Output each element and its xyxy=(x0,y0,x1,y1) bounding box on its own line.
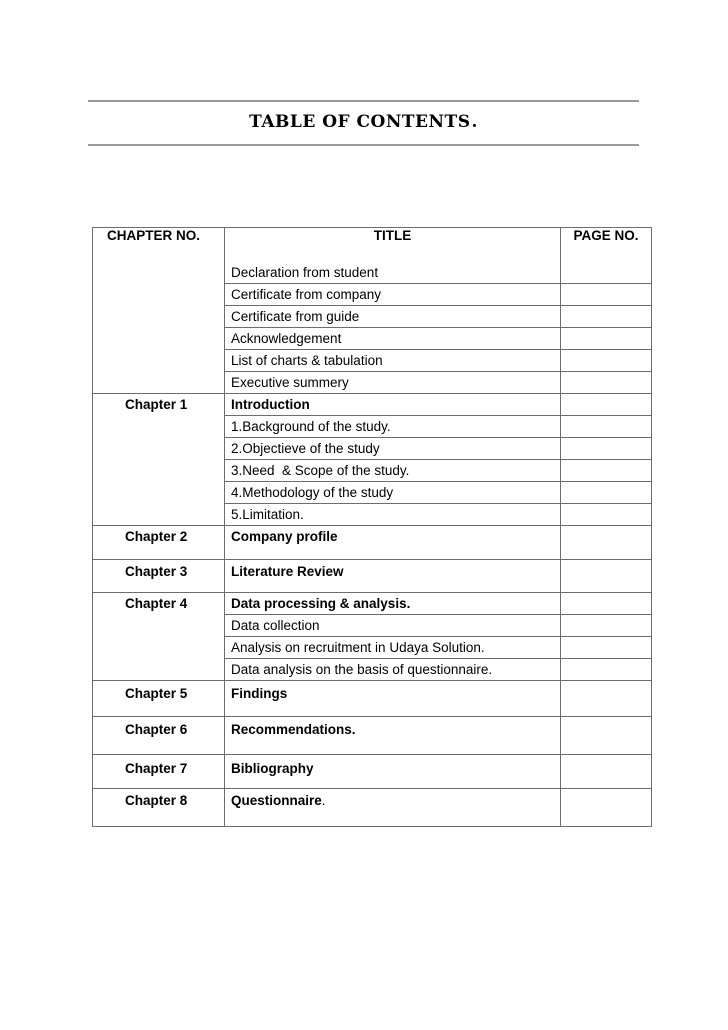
front-matter-item: Certificate from guide xyxy=(225,306,561,328)
chapter-title: Recommendations. xyxy=(225,717,561,755)
table-row xyxy=(93,681,652,717)
chapter-title: Literature Review xyxy=(225,560,561,593)
section-item: 3.Need & Scope of the study. xyxy=(225,460,561,482)
chapter-label: Chapter 8 xyxy=(93,789,225,827)
page-cell xyxy=(561,328,652,350)
page-cell xyxy=(561,460,652,482)
section-item: Data collection xyxy=(225,615,561,637)
page-cell xyxy=(561,504,652,526)
chapter-label: Chapter 5 xyxy=(93,681,225,717)
table-row xyxy=(93,526,652,560)
page-cell xyxy=(561,789,652,827)
section-item: 5.Limitation. xyxy=(225,504,561,526)
chapter-label: Chapter 7 xyxy=(93,755,225,789)
chapter-title: Data processing & analysis. xyxy=(225,593,561,615)
page-cell xyxy=(561,615,652,637)
header-title: TITLE xyxy=(373,228,412,243)
chapter-title: Company profile xyxy=(225,526,561,560)
table-row xyxy=(93,593,652,615)
page-cell xyxy=(561,284,652,306)
page-cell xyxy=(561,438,652,460)
toc-table xyxy=(92,227,652,827)
page-cell xyxy=(561,681,652,717)
page-title xyxy=(88,112,639,132)
page-cell xyxy=(561,372,652,394)
chapter-title-text: Questionnaire xyxy=(231,793,322,808)
header-page: PAGE NO. xyxy=(561,228,652,263)
table-row xyxy=(93,755,652,789)
front-matter-item: Acknowledgement xyxy=(225,328,561,350)
page-title-period: . xyxy=(471,112,478,132)
section-item: 1.Background of the study. xyxy=(225,416,561,438)
table-row xyxy=(93,560,652,593)
page-cell xyxy=(561,526,652,560)
chapter-title-period: . xyxy=(321,793,326,808)
chapter-cell-empty xyxy=(93,262,225,394)
page-cell xyxy=(561,637,652,659)
chapter-label: Chapter 2 xyxy=(93,526,225,560)
section-item: 2.Objectieve of the study xyxy=(225,438,561,460)
header-chapter: CHAPTER NO. xyxy=(93,228,225,263)
front-matter-item: Certificate from company xyxy=(225,284,561,306)
top-rule xyxy=(88,100,639,102)
chapter-title xyxy=(225,789,561,827)
table-row xyxy=(93,394,652,416)
page-cell xyxy=(561,659,652,681)
page-cell xyxy=(561,717,652,755)
table-header-row xyxy=(93,228,652,263)
chapter-title: Findings xyxy=(225,681,561,717)
page-cell xyxy=(561,306,652,328)
front-matter-item: Declaration from student xyxy=(231,265,379,280)
page-cell xyxy=(561,416,652,438)
page-cell xyxy=(561,262,652,284)
page-cell xyxy=(561,394,652,416)
page-cell xyxy=(561,482,652,504)
front-matter-item: Executive summery xyxy=(225,372,561,394)
page-title-text: TABLE OF CONTENTS xyxy=(249,112,471,132)
page-cell xyxy=(561,755,652,789)
chapter-label: Chapter 4 xyxy=(93,593,225,681)
section-item: Analysis on recruitment in Udaya Solution. xyxy=(225,637,561,659)
table-row xyxy=(93,789,652,827)
page-cell xyxy=(561,593,652,615)
page-cell xyxy=(561,350,652,372)
page-cell xyxy=(561,560,652,593)
section-item: Data analysis on the basis of questionnaire. xyxy=(225,659,561,681)
front-matter-item: List of charts & tabulation xyxy=(225,350,561,372)
section-item: 4.Methodology of the study xyxy=(225,482,561,504)
bottom-rule xyxy=(88,144,639,146)
chapter-label: Chapter 6 xyxy=(93,717,225,755)
table-row xyxy=(93,717,652,755)
table-row xyxy=(93,262,652,284)
chapter-label: Chapter 1 xyxy=(93,394,225,526)
chapter-label: Chapter 3 xyxy=(93,560,225,593)
chapter-title: Introduction xyxy=(225,394,561,416)
chapter-title: Bibliography xyxy=(225,755,561,789)
